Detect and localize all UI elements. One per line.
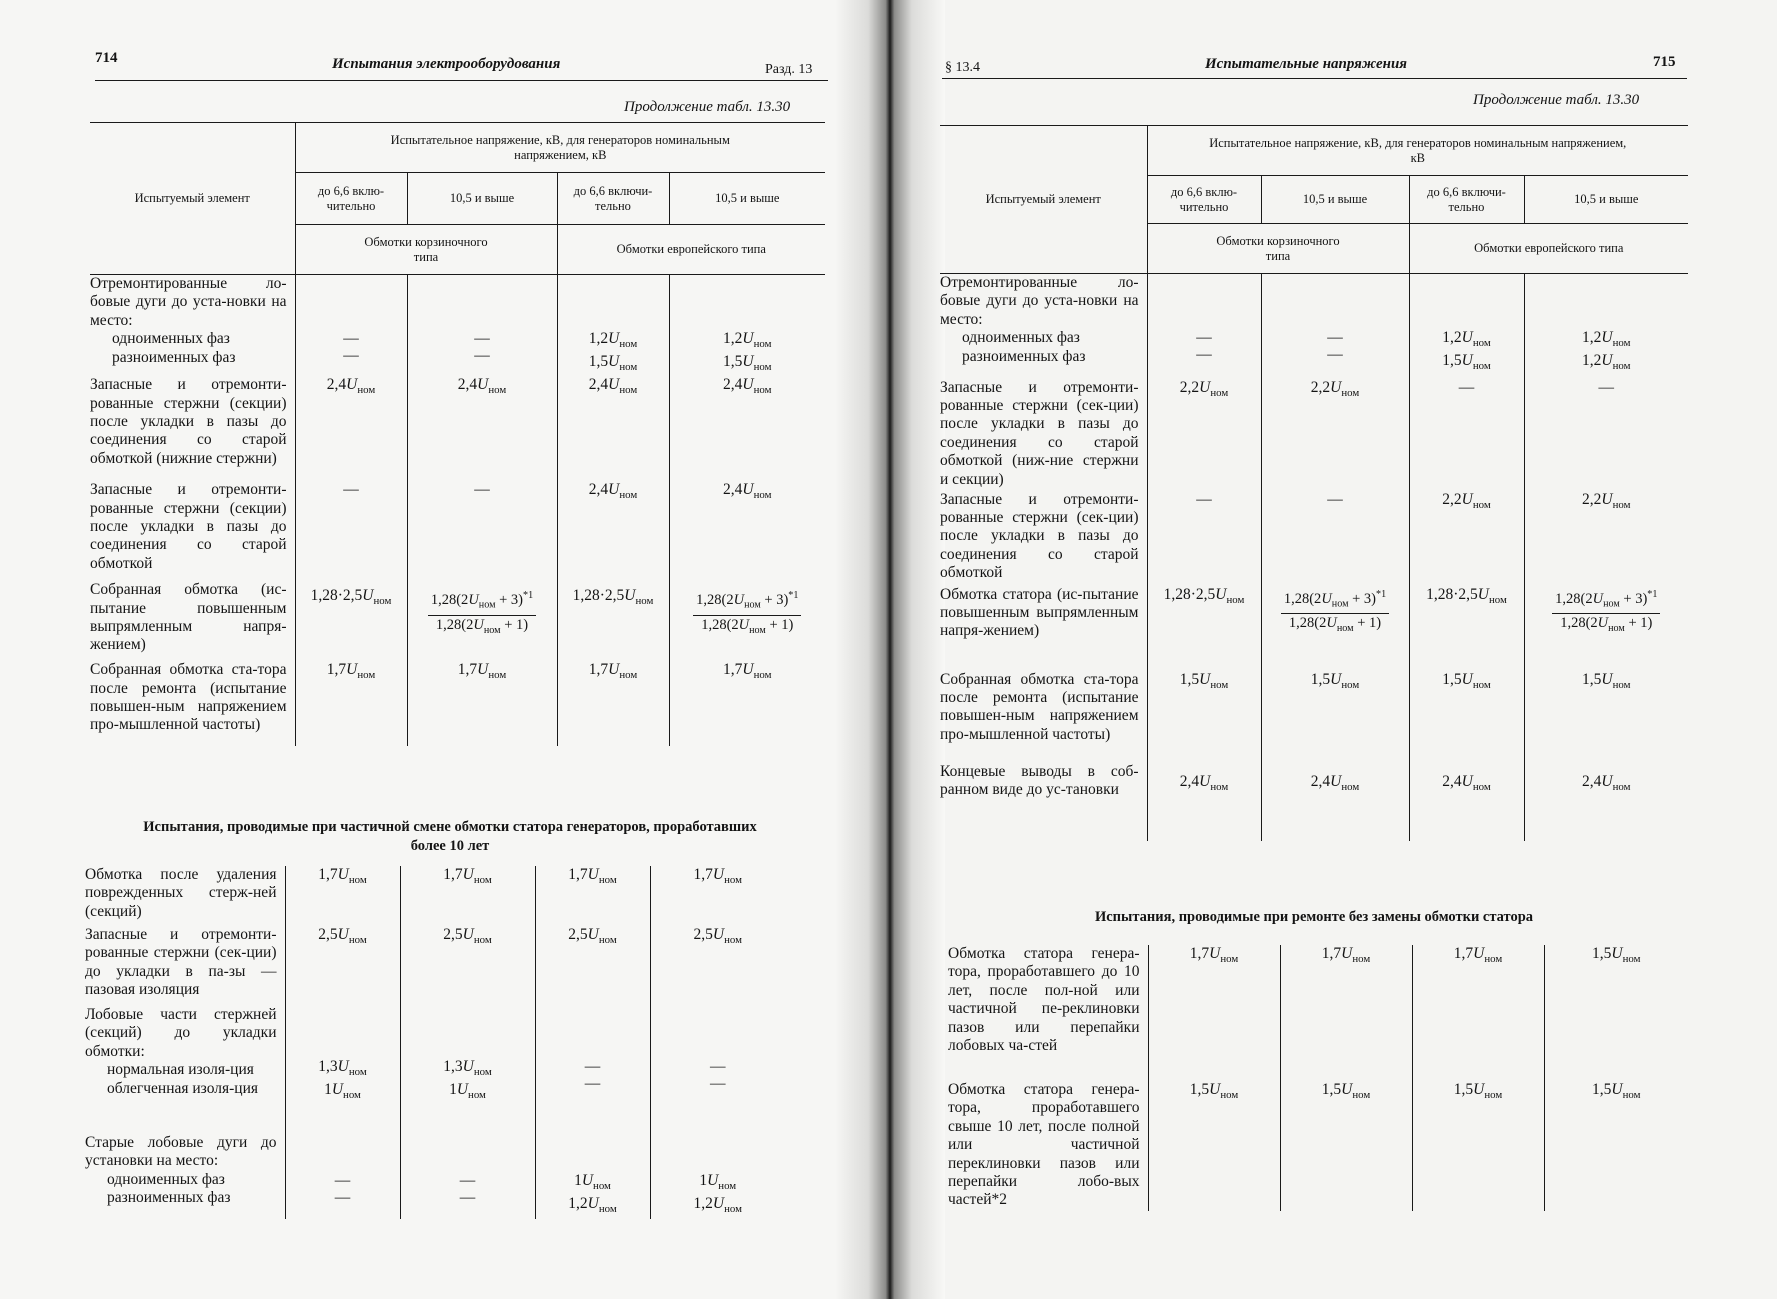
value-col-4 xyxy=(669,376,825,481)
value-col-1 xyxy=(1148,945,1280,1081)
value-col-2 xyxy=(400,1006,535,1134)
value-col-1 xyxy=(1147,763,1261,841)
element-description xyxy=(940,274,1147,379)
value-col-2 xyxy=(407,481,557,581)
cell-value: $1,2U_{ном}$ xyxy=(723,330,772,351)
voltage-table xyxy=(90,122,825,746)
value-col-2 xyxy=(400,1134,535,1219)
element-text: Запасные и отремонти-рованные стержни (сек-ции) после укладки в пазы до соединения со старой обмоткой (ниж-ние стержни и секции) xyxy=(940,378,1139,488)
value-col-3 xyxy=(1409,379,1524,491)
no-rewind-table xyxy=(948,945,1688,1211)
column-header-4: 10,5 и выше xyxy=(669,173,825,225)
element-subitem: одноименных фаз xyxy=(107,1170,225,1188)
column-header-element: Испытуемый элемент xyxy=(940,126,1147,274)
element-subitem: одноименных фаз xyxy=(112,330,230,348)
cell-value: $1,7U_{ном}$ xyxy=(318,866,367,887)
value-col-2 xyxy=(1280,1081,1412,1211)
cell-value: $2,4U_{ном}$ xyxy=(723,481,772,502)
cell-value: $2,2U_{ном}$ xyxy=(1582,490,1631,511)
cell-value: $1U_{ном}$ xyxy=(699,1172,737,1193)
element-text: Отремонтированные ло-бовые дуги до уста-новки на место: xyxy=(940,274,1139,328)
cell-value: $1,5U_{ном}$ xyxy=(1189,1081,1239,1102)
value-col-1 xyxy=(295,376,407,481)
cell-value: $1,2U_{ном}$ xyxy=(1582,329,1631,350)
cell-value: — xyxy=(334,1172,351,1189)
cell-value: $1,28\cdot 2,5U_{ном}$ xyxy=(1426,585,1507,606)
value-col-3 xyxy=(557,661,669,746)
cell-value: $1,7U_{ном}$ xyxy=(326,661,376,682)
element-subitem: одноименных фаз xyxy=(962,329,1080,347)
cell-value: — xyxy=(1327,329,1343,346)
value-col-3 xyxy=(557,275,669,377)
table-row xyxy=(90,481,825,581)
cell-value: $2,4U_{ном}$ xyxy=(326,376,376,397)
cell-value: $1,7U_{ном}$ xyxy=(693,866,742,887)
cell-value: $2,5U_{ном}$ xyxy=(318,926,367,947)
cell-value: $2,5U_{ном}$ xyxy=(443,926,492,947)
table-row xyxy=(940,763,1688,841)
value-col-2 xyxy=(1261,671,1409,763)
cell-value: $2,4U_{ном}$ xyxy=(1179,772,1229,793)
cell-value: — xyxy=(334,1189,351,1206)
table-row xyxy=(90,376,825,481)
cell-value: $1,2U_{ном}$ xyxy=(1582,352,1631,373)
element-text: Лобовые части стержней (секций) до укладки обмотки: xyxy=(85,1006,277,1060)
value-col-1 xyxy=(295,661,407,746)
cell-value: $1,28\cdot 2,5U_{ном}$ xyxy=(310,587,392,608)
element-subitem: разноименных фаз xyxy=(112,348,236,366)
value-col-3 xyxy=(557,481,669,581)
element-description xyxy=(940,586,1147,671)
column-header-voltage: Испытательное напряжение, кВ, для генераторов номинальным напряжением, кВ xyxy=(295,123,825,173)
cell-value: $2,5U_{ном}$ xyxy=(568,926,617,947)
value-col-3 xyxy=(535,1006,650,1134)
cell-value: $2,4U_{ном}$ xyxy=(588,481,638,502)
column-header-element: Испытуемый элемент xyxy=(90,123,295,275)
cell-value: $1,7U_{ном}$ xyxy=(723,661,772,682)
value-col-4 xyxy=(650,926,785,1006)
cell-value: $1,7U_{ном}$ xyxy=(1189,945,1239,966)
cell-value: $2,4U_{ном}$ xyxy=(1442,772,1491,793)
element-text: Обмотка статора (ис-пытание повышенным выпрямленным напря-жением) xyxy=(940,585,1139,640)
continuation-note: Продолжение табл. 13.30 xyxy=(624,99,791,115)
value-col-4 xyxy=(669,481,825,581)
value-col-3 xyxy=(1409,763,1524,841)
cell-value: $1,3U_{ном}$ xyxy=(443,1058,492,1079)
value-col-3 xyxy=(535,1134,650,1219)
value-col-4 xyxy=(1524,379,1688,491)
table-row xyxy=(940,671,1688,763)
table-row xyxy=(948,1081,1688,1211)
section-title: Испытания, проводимые при ремонте без замены обмотки статора xyxy=(1094,909,1534,925)
running-title: Испытательные напряжения xyxy=(1205,56,1408,72)
value-col-2 xyxy=(1261,491,1409,586)
element-description xyxy=(940,763,1147,841)
cell-value: — xyxy=(710,1075,726,1092)
cell-value: $1,5U_{ном}$ xyxy=(723,353,772,374)
cell-value: $2,5U_{ном}$ xyxy=(693,926,742,947)
value-col-3 xyxy=(557,376,669,481)
value-col-4 xyxy=(1524,586,1688,671)
value-col-2 xyxy=(1280,945,1412,1081)
cell-value: $1,28\cdot 2,5U_{ном}$ xyxy=(1163,585,1245,606)
value-col-3 xyxy=(1409,586,1524,671)
value-col-1 xyxy=(1147,491,1261,586)
element-text: Запасные и отремонти-рованные стержни (секции) после укладки в пазы до соединения со старой обмоткой xyxy=(90,481,287,572)
element-text: Запасные и отремонти-рованные стержни (секции) после укладки в пазы до соединения со старой обмоткой (нижние стержни) xyxy=(90,376,287,467)
element-text: Концевые выводы в соб-ранном виде до ус-тановки xyxy=(940,762,1139,798)
element-subitem: разноименных фаз xyxy=(107,1189,231,1207)
value-col-1 xyxy=(285,1134,400,1219)
element-description xyxy=(85,1134,285,1219)
cell-value: $1,5U_{ном}$ xyxy=(1179,670,1229,691)
element-text: Обмотка статора генера-тора, проработавшего свыше 10 лет, после полной или частичной переклиновки пазов или перепайки лобо-вых частей*2 xyxy=(948,1081,1140,1209)
continuation-note: Продолжение табл. 13.30 xyxy=(1473,92,1640,108)
table-row xyxy=(948,945,1688,1081)
table-row xyxy=(940,586,1688,671)
cell-value: — xyxy=(343,347,359,364)
cell-value: — xyxy=(474,347,490,364)
table-row xyxy=(90,581,825,661)
value-col-2 xyxy=(400,926,535,1006)
table-row xyxy=(85,1134,785,1219)
column-header-3: до 6,6 включи-тельно xyxy=(557,173,669,225)
value-col-2 xyxy=(407,275,557,377)
cell-value: $1,7U_{ном}$ xyxy=(1321,945,1371,966)
value-col-4 xyxy=(669,275,825,377)
cell-value: $1,3U_{ном}$ xyxy=(318,1058,367,1079)
value-col-4 xyxy=(650,866,785,926)
value-col-4 xyxy=(669,661,825,746)
cell-value: $1,2U_{ном}$ xyxy=(1442,329,1491,350)
value-col-4 xyxy=(669,581,825,661)
column-header-basket: Обмотки корзиночного типа xyxy=(1147,224,1409,274)
element-text: Собранная обмотка (ис-пытание повышенным выпрямленным напря-жением) xyxy=(90,581,287,654)
fraction-formula: $\frac{1,28(2U_{ном} + 3)^{*1}}{1,28(2U_{ном} + 1)}$ xyxy=(693,587,801,639)
section-label: Разд. 13 xyxy=(765,62,813,77)
cell-value: $2,4U_{ном}$ xyxy=(1310,772,1360,793)
table-row xyxy=(85,866,785,926)
column-header-euro: Обмотки европейского типа xyxy=(557,225,825,275)
cell-value: $1,7U_{ном}$ xyxy=(568,866,617,887)
value-col-2 xyxy=(1261,586,1409,671)
element-text: Обмотка статора генера-тора, проработавшего до 10 лет, после пол-ной или частичной пе-реклиновки пазов или перепайки лобовых ча-стей xyxy=(948,945,1140,1055)
value-col-1 xyxy=(285,1006,400,1134)
right-page xyxy=(870,0,1777,1299)
cell-value: $1,2U_{ном}$ xyxy=(568,1195,617,1216)
element-subitem: нормальная изоля-ция xyxy=(107,1061,254,1079)
table-row xyxy=(85,1006,785,1134)
column-header-2: 10,5 и выше xyxy=(407,173,557,225)
value-col-3 xyxy=(1409,491,1524,586)
value-col-2 xyxy=(407,376,557,481)
value-col-2 xyxy=(1261,274,1409,379)
left-page xyxy=(0,0,870,1299)
cell-value: $1,7U_{ном}$ xyxy=(1453,945,1503,966)
value-col-2 xyxy=(400,866,535,926)
cell-value: $1,2U_{ном}$ xyxy=(693,1195,742,1216)
fraction-formula: $\frac{1,28(2U_{ном} + 3)^{*1}}{1,28(2U_{ном} + 1)}$ xyxy=(1552,586,1660,638)
value-col-3 xyxy=(1409,671,1524,763)
cell-value: — xyxy=(1196,490,1212,508)
value-col-1 xyxy=(1148,1081,1280,1211)
value-col-3 xyxy=(557,581,669,661)
section-title: Испытания, проводимые при частичной смене обмотки статора генераторов, проработавших более 10 лет xyxy=(143,819,757,854)
value-col-4 xyxy=(1544,1081,1688,1211)
cell-value: — xyxy=(1458,378,1475,396)
element-text: Собранная обмотка ста-тора после ремонта (испытание повышен-ным напряжением про-мышленной частоты) xyxy=(940,670,1139,743)
cell-value: — xyxy=(343,330,359,347)
value-col-4 xyxy=(1524,671,1688,763)
cell-value: $1,5U_{ном}$ xyxy=(1310,670,1360,691)
value-col-3 xyxy=(1412,945,1544,1081)
cell-value: $1U_{ном}$ xyxy=(574,1172,611,1193)
value-col-1 xyxy=(1147,671,1261,763)
column-header-3: до 6,6 включи-тельно xyxy=(1409,176,1524,224)
element-description xyxy=(90,581,295,661)
column-header-1: до 6,6 вклю-чительно xyxy=(295,173,407,225)
cell-value: $1U_{ном}$ xyxy=(324,1081,361,1102)
cell-value: $1,5U_{ном}$ xyxy=(1592,1081,1641,1102)
cell-value: $1,5U_{ном}$ xyxy=(1582,670,1631,691)
running-title: Испытания электрооборудования xyxy=(332,56,561,72)
value-col-1 xyxy=(295,275,407,377)
element-text: Запасные и отремонти-рованные стержни (сек-ции) до укладки в па-зы — пазовая изоляция xyxy=(85,926,277,999)
element-text: Запасные и отремонти-рованные стержни (сек-ции) после укладки в пазы до соединения со старой обмоткой xyxy=(940,490,1139,582)
value-col-2 xyxy=(1261,763,1409,841)
element-description xyxy=(90,481,295,581)
cell-value: $2,2U_{ном}$ xyxy=(1179,378,1229,399)
cell-value: $1,5U_{ном}$ xyxy=(588,353,638,374)
page-number: 715 xyxy=(1653,54,1676,70)
section-label: § 13.4 xyxy=(945,60,980,75)
cell-value: — xyxy=(474,481,490,499)
value-col-4 xyxy=(1524,274,1688,379)
value-col-3 xyxy=(535,866,650,926)
table-row xyxy=(90,275,825,377)
element-text: Старые лобовые дуги до установки на место: xyxy=(85,1134,277,1170)
value-col-2 xyxy=(407,581,557,661)
value-col-4 xyxy=(1524,491,1688,586)
element-subitem: разноименных фаз xyxy=(962,347,1086,365)
header-rule xyxy=(95,80,828,81)
cell-value: — xyxy=(1327,490,1343,508)
cell-value: — xyxy=(343,481,359,499)
cell-value: $2,2U_{ном}$ xyxy=(1310,378,1360,399)
page-number: 714 xyxy=(95,50,118,66)
column-header-1: до 6,6 вклю-чительно xyxy=(1147,176,1261,224)
fraction-formula: $\frac{1,28(2U_{ном} + 3)^{*1}}{1,28(2U_{ном} + 1)}$ xyxy=(1281,586,1389,638)
cell-value: $1,2U_{ном}$ xyxy=(588,330,638,351)
cell-value: — xyxy=(459,1172,476,1189)
column-header-2: 10,5 и выше xyxy=(1261,176,1409,224)
value-col-4 xyxy=(650,1134,785,1219)
cell-value: — xyxy=(1598,378,1615,396)
cell-value: $1,28\cdot 2,5U_{ном}$ xyxy=(572,587,654,608)
value-col-1 xyxy=(285,866,400,926)
cell-value: $2,4U_{ном}$ xyxy=(1582,772,1631,793)
cell-value: — xyxy=(584,1058,601,1075)
element-description xyxy=(940,491,1147,586)
value-col-1 xyxy=(295,581,407,661)
value-col-3 xyxy=(535,926,650,1006)
value-col-1 xyxy=(1147,274,1261,379)
cell-value: — xyxy=(710,1058,726,1075)
cell-value: $1,5U_{ном}$ xyxy=(1442,670,1491,691)
element-description xyxy=(90,376,295,481)
cell-value: $2,4U_{ном}$ xyxy=(457,376,507,397)
table-row xyxy=(940,379,1688,491)
value-col-2 xyxy=(1261,379,1409,491)
cell-value: — xyxy=(1196,329,1212,346)
cell-value: — xyxy=(474,330,490,347)
value-col-3 xyxy=(1409,274,1524,379)
voltage-table xyxy=(940,125,1688,841)
element-subitem: облегченная изоля-ция xyxy=(107,1079,258,1097)
column-header-euro: Обмотки европейского типа xyxy=(1409,224,1688,274)
cell-value: — xyxy=(459,1189,476,1206)
cell-value: $1,7U_{ном}$ xyxy=(443,866,492,887)
header-rule xyxy=(942,78,1687,79)
cell-value: $2,2U_{ном}$ xyxy=(1442,490,1491,511)
element-text: Собранная обмотка ста-тора после ремонта (испытание повышен-ным напряжением про-мышленной частоты) xyxy=(90,661,287,734)
element-description xyxy=(85,1006,285,1134)
cell-value: — xyxy=(1196,346,1212,363)
value-col-2 xyxy=(407,661,557,746)
cell-value: — xyxy=(1327,346,1343,363)
cell-value: $2,4U_{ном}$ xyxy=(588,376,638,397)
cell-value: $1,5U_{ном}$ xyxy=(1321,1081,1371,1102)
element-text: Обмотка после удаления поврежденных стерж-ней (секций) xyxy=(85,866,277,920)
fraction-formula: $\frac{1,28(2U_{ном} + 3)^{*1}}{1,28(2U_{ном} + 1)}$ xyxy=(428,587,536,639)
value-col-4 xyxy=(650,1006,785,1134)
value-col-1 xyxy=(1147,586,1261,671)
cell-value: $1,5U_{ном}$ xyxy=(1442,352,1491,373)
element-description xyxy=(85,866,285,926)
element-description xyxy=(90,275,295,377)
table-row xyxy=(90,661,825,746)
cell-value: $1,7U_{ном}$ xyxy=(457,661,507,682)
element-description xyxy=(940,379,1147,491)
table-row xyxy=(940,491,1688,586)
cell-value: $1U_{ном}$ xyxy=(449,1081,486,1102)
value-col-4 xyxy=(1544,945,1688,1081)
column-header-4: 10,5 и выше xyxy=(1524,176,1688,224)
element-description xyxy=(90,661,295,746)
partial-rewind-table xyxy=(85,866,785,1219)
element-text: Отремонтированные ло-бовые дуги до уста-новки на место: xyxy=(90,275,287,329)
element-description xyxy=(85,926,285,1006)
element-description xyxy=(948,945,1148,1081)
table-row xyxy=(940,274,1688,379)
element-description xyxy=(940,671,1147,763)
column-header-voltage: Испытательное напряжение, кВ, для генераторов номинальным напряжением, кВ xyxy=(1147,126,1688,176)
value-col-4 xyxy=(1524,763,1688,841)
value-col-1 xyxy=(295,481,407,581)
value-col-3 xyxy=(1412,1081,1544,1211)
cell-value: — xyxy=(584,1075,601,1092)
value-col-1 xyxy=(1147,379,1261,491)
cell-value: $1,5U_{ном}$ xyxy=(1453,1081,1503,1102)
cell-value: $1,5U_{ном}$ xyxy=(1592,945,1641,966)
table-row xyxy=(85,926,785,1006)
value-col-1 xyxy=(285,926,400,1006)
element-description xyxy=(948,1081,1148,1211)
cell-value: $1,7U_{ном}$ xyxy=(588,661,638,682)
column-header-basket: Обмотки корзиночного типа xyxy=(295,225,557,275)
cell-value: $2,4U_{ном}$ xyxy=(723,376,772,397)
